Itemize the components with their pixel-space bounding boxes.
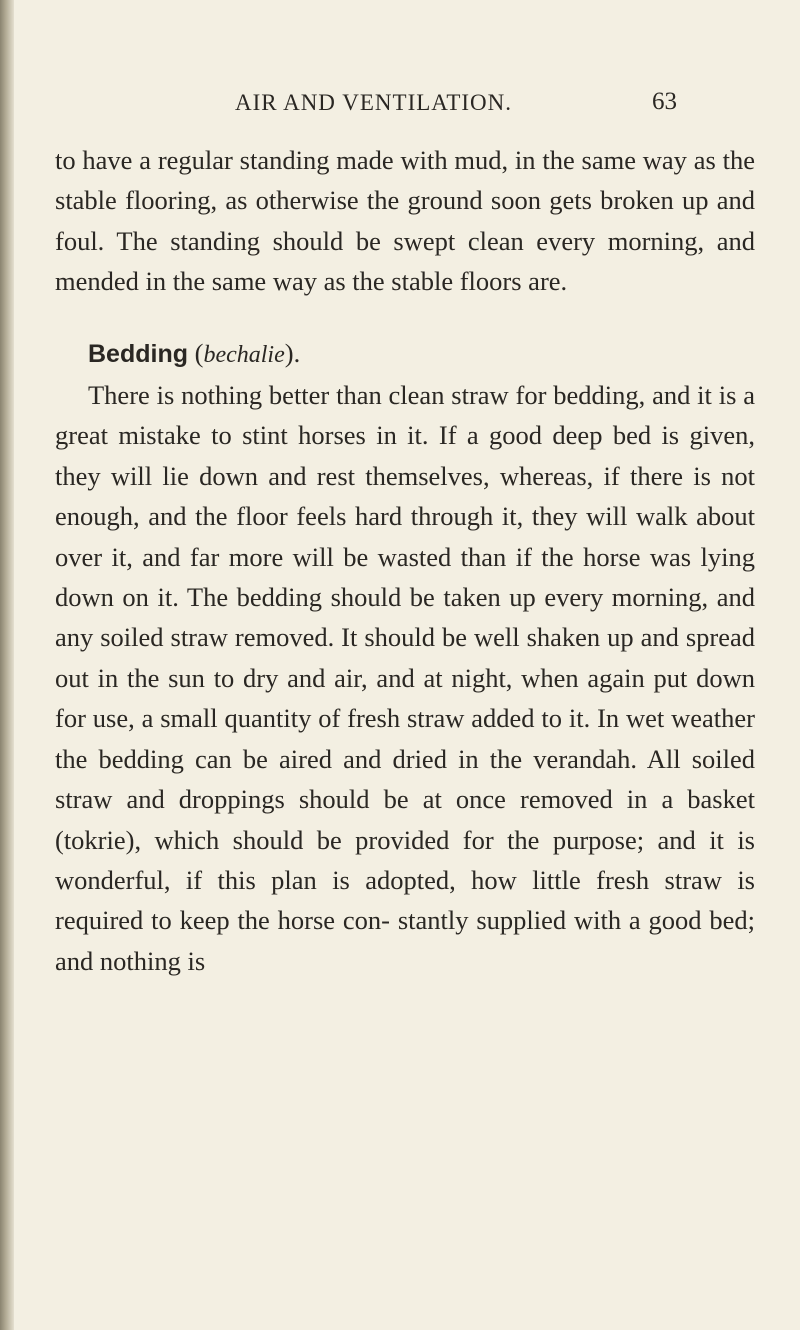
section-heading-open-paren: ( xyxy=(194,337,204,368)
paragraph-bedding: There is nothing better than clean straw for bedding, and it is a great mistake to stint horses in it. If a good deep bed is given, they will lie down and rest themselves, whereas, if there is not enough, and the floor feels hard through it, they will walk about over it, and far more will be wasted than if the horse was lying down on it. The bedding should be taken up every morning, and any soiled straw removed. It should be well shaken up and spread out in the sun to dry and air, and at night, when again put down for use, a small quantity of fresh straw added to it. In wet weather the bedding can be aired and dried in the verandah. All soiled straw and droppings should be at once removed in a basket (tokrie), which should be provided for the purpose; and it is wonderful, if this plan is adopted, how little fresh straw is required to keep the horse con- stantly supplied with a good bed; and nothing is xyxy=(55,380,755,976)
running-head: AIR AND VENTILATION. xyxy=(235,90,513,115)
section-heading-gloss: bechalie xyxy=(203,341,285,368)
paragraph-continued: to have a regular standing made with mud, in the same way as the stable flooring, as otherwise the ground soon gets broken up and foul. The standing should be swept clean every morning, and mended in the same way as the stable floors are. xyxy=(55,145,755,297)
page-number: 63 xyxy=(652,88,677,115)
body-text xyxy=(55,140,755,981)
section-heading xyxy=(88,333,755,375)
book-spine-shadow xyxy=(0,0,14,1330)
section-heading-title: Bedding xyxy=(88,339,188,368)
section-heading-close-paren: ). xyxy=(284,337,301,368)
